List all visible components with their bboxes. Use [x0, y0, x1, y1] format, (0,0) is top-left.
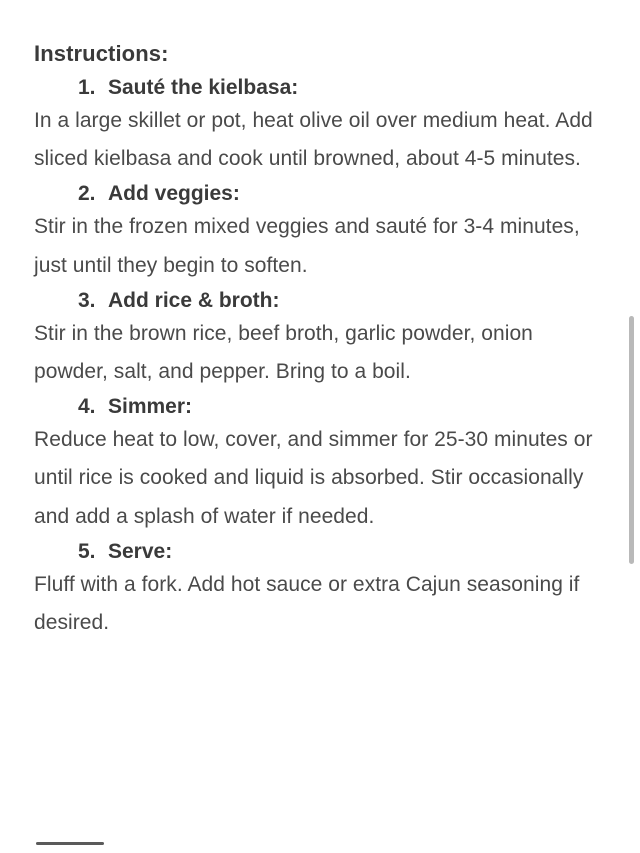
step-label: Add veggies:	[108, 182, 240, 206]
list-item	[34, 540, 604, 642]
vertical-scrollbar[interactable]	[632, 0, 637, 853]
step-body: In a large skillet or pot, heat olive oil over medium heat. Add sliced kielbasa and cook until browned, about 4-5 minutes.	[34, 108, 593, 171]
step-label: Sauté the kielbasa:	[108, 75, 299, 99]
step-number: 3.	[78, 288, 96, 312]
step-header	[34, 540, 604, 564]
list-item	[34, 289, 604, 391]
list-item	[34, 76, 604, 178]
step-number: 1.	[78, 75, 96, 99]
step-body: Fluff with a fork. Add hot sauce or extra Cajun seasoning if desired.	[34, 572, 580, 635]
step-header	[34, 289, 604, 313]
list-item	[34, 182, 604, 284]
step-body: Reduce heat to low, cover, and simmer for 25-30 minutes or until rice is cooked and liquid is absorbed. Stir occasionally and add a splash of water if needed.	[34, 428, 593, 528]
step-label: Serve:	[108, 539, 173, 563]
step-header	[34, 395, 604, 419]
step-body: Stir in the brown rice, beef broth, garlic powder, onion powder, salt, and pepper. Bring to a boil.	[34, 321, 533, 383]
divider	[36, 842, 104, 845]
page-title: Instructions:	[34, 41, 169, 66]
step-header	[34, 76, 604, 100]
step-number: 2.	[78, 182, 96, 206]
step-number: 5.	[78, 539, 96, 563]
step-number: 4.	[78, 395, 96, 419]
scrollbar-thumb[interactable]	[629, 316, 634, 564]
step-header	[34, 182, 604, 206]
list-item	[34, 395, 604, 536]
step-label: Simmer:	[108, 395, 193, 419]
step-body: Stir in the frozen mixed veggies and sauté for 3-4 minutes, just until they begin to soften.	[34, 215, 580, 277]
step-label: Add rice & broth:	[108, 288, 280, 312]
